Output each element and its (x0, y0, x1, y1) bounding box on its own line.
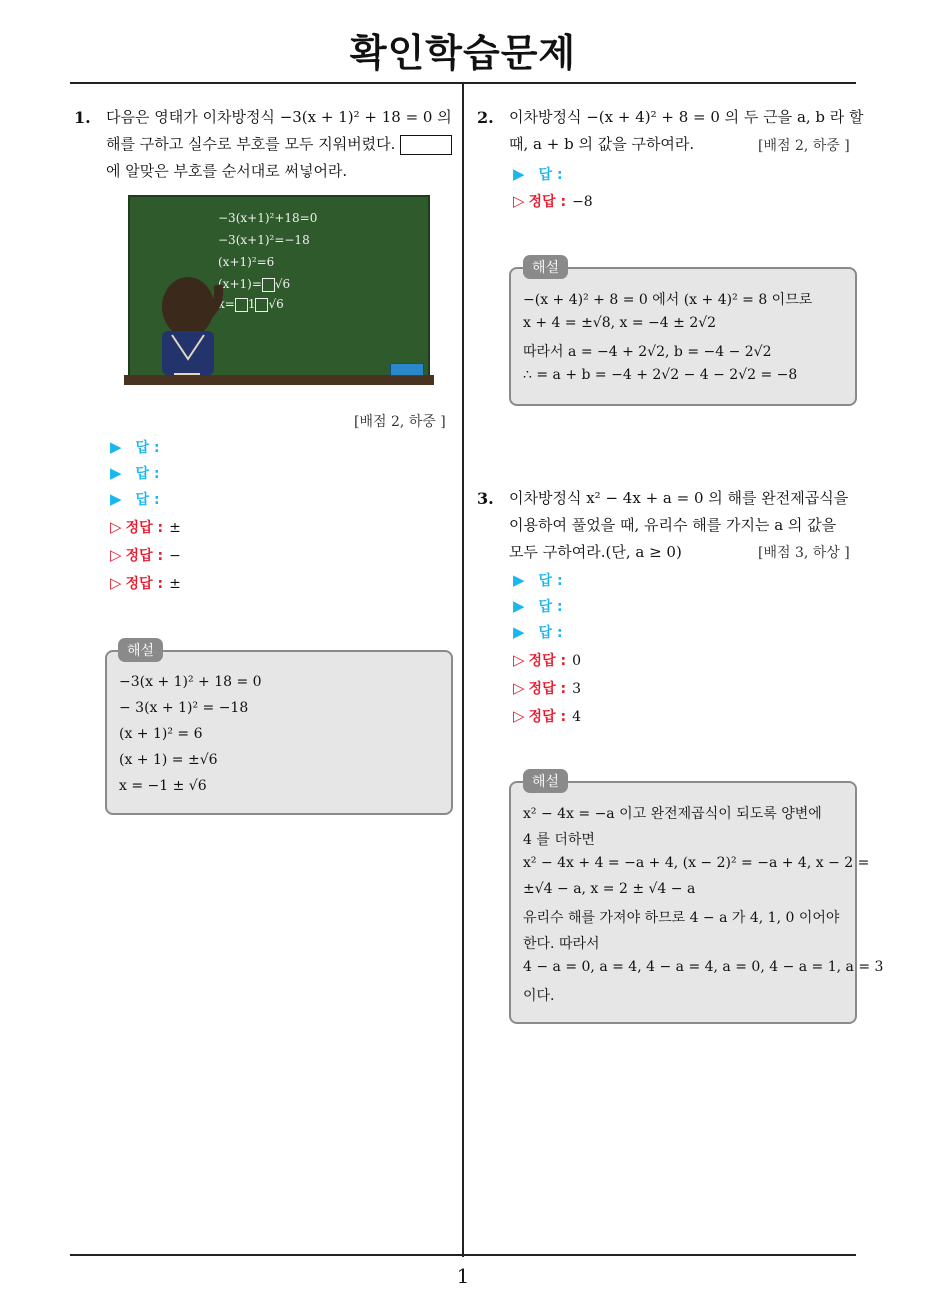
answer-field-3c[interactable]: ▶ 답 : (513, 623, 563, 641)
board-blank (235, 298, 248, 312)
board-line-5: x= 1 √6 (218, 297, 284, 311)
board-line-3: (x+1)²=6 (218, 255, 275, 269)
explain-1-line: − 3(x + 1)² = −18 (119, 700, 249, 716)
question-number-1: 1. (74, 108, 91, 127)
answer-field-3a[interactable]: ▶ 답 : (513, 571, 563, 589)
question-2-line-1: 이차방정식 −(x + 4)² + 8 = 0 의 두 근을 a, b 라 할 (509, 108, 864, 126)
explain-3-line: 이다. (523, 988, 555, 1004)
bottom-rule (70, 1254, 856, 1256)
question-1-line-2: 해를 구하고 실수로 부호를 모두 지워버렸다. (106, 131, 452, 158)
explanation-box-3 (509, 781, 884, 1024)
board-line-1: −3(x+1)²+18=0 (218, 211, 318, 225)
explain-1-line: (x + 1)² = 6 (119, 726, 203, 742)
explain-2-line: −(x + 4)² + 8 = 0 에서 (x + 4)² = 8 이므로 (523, 292, 813, 308)
correct-answer-1a: ▷ 정답 : ± (110, 518, 181, 536)
board-line-2: −3(x+1)²=−18 (218, 233, 310, 247)
correct-answer-3b: ▷ 정답 : 3 (513, 679, 581, 697)
answer-field-1b[interactable]: ▶ 답 : (110, 464, 160, 482)
question-number-2: 2. (477, 108, 494, 127)
correct-arrow-icon: ▷ (110, 518, 122, 536)
explain-2-line: 따라서 a = −4 + 2√2, b = −4 − 2√2 (523, 344, 772, 360)
column-divider (462, 83, 464, 1257)
correct-answer-1b: ▷ 정답 : − (110, 546, 181, 564)
question-3-line-3: 모두 구하여라.(단, a ≥ 0) (509, 543, 682, 561)
answer-arrow-icon: ▶ (513, 165, 525, 183)
eraser-icon (390, 363, 424, 376)
question-number-3: 3. (477, 489, 494, 508)
question-3-score: [배점 3, 하상 ] (758, 545, 850, 561)
board-blank (255, 298, 268, 312)
chalkboard-illustration (128, 195, 430, 381)
answer-arrow-icon: ▶ (513, 571, 525, 589)
explain-3-line: 유리수 해를 가져야 하므로 4 − a 가 4, 1, 0 이어야 (523, 910, 840, 926)
explanation-box-1 (105, 650, 453, 815)
explanation-tag-2: 해설 (523, 255, 568, 279)
correct-arrow-icon: ▷ (110, 546, 122, 564)
explain-2-line: x + 4 = ±√8, x = −4 ± 2√2 (523, 315, 717, 331)
answer-arrow-icon: ▶ (110, 438, 122, 456)
explanation-tag-3: 해설 (523, 769, 568, 793)
explain-3-line: x² − 4x = −a 이고 완전제곱식이 되도록 양변에 (523, 806, 822, 822)
explain-1-line: −3(x + 1)² + 18 = 0 (119, 674, 262, 690)
correct-arrow-icon: ▷ (110, 574, 122, 592)
correct-answer-3a: ▷ 정답 : 0 (513, 651, 581, 669)
explain-3-line: 한다. 따라서 (523, 936, 600, 952)
correct-arrow-icon: ▷ (513, 707, 525, 725)
explanation-tag-1: 해설 (118, 638, 163, 662)
question-3-line-2: 이용하여 풀었을 때, 유리수 해를 가지는 a 의 값을 (509, 516, 837, 534)
correct-arrow-icon: ▷ (513, 651, 525, 669)
answer-field-3b[interactable]: ▶ 답 : (513, 597, 563, 615)
answer-arrow-icon: ▶ (513, 597, 525, 615)
question-1-line-1: 다음은 영태가 이차방정식 −3(x + 1)² + 18 = 0 의 (106, 108, 452, 126)
explain-1-line: x = −1 ± √6 (119, 778, 207, 794)
page-title: 확인학습문제 (349, 31, 577, 75)
explain-2-line: ∴ = a + b = −4 + 2√2 − 4 − 2√2 = −8 (523, 367, 798, 383)
question-2-line-2: 때, a + b 의 값을 구하여라. (509, 135, 695, 153)
page-number: 1 (456, 1264, 470, 1288)
answer-field-1a[interactable]: ▶ 답 : (110, 438, 160, 456)
answer-field-2[interactable]: ▶ 답 : (513, 165, 563, 183)
answer-arrow-icon: ▶ (513, 623, 525, 641)
correct-answer-3c: ▷ 정답 : 4 (513, 707, 581, 725)
student-figure-icon (148, 269, 228, 381)
question-1-score: [배점 2, 하중 ] (354, 414, 446, 430)
board-blank (262, 278, 275, 292)
correct-answer-1c: ▷ 정답 : ± (110, 574, 181, 592)
answer-arrow-icon: ▶ (110, 464, 122, 482)
explain-3-line: ±√4 − a, x = 2 ± √4 − a (523, 881, 696, 897)
question-2-score: [배점 2, 하중 ] (758, 138, 850, 154)
answer-field-1c[interactable]: ▶ 답 : (110, 490, 160, 508)
board-line-4: (x+1)= √6 (218, 277, 291, 291)
question-3-line-1: 이차방정식 x² − 4x + a = 0 의 해를 완전제곱식을 (509, 489, 849, 507)
chalkboard-ledge (124, 375, 434, 385)
correct-arrow-icon: ▷ (513, 679, 525, 697)
explanation-box-2 (509, 267, 857, 406)
correct-arrow-icon: ▷ (513, 192, 525, 210)
explain-1-line: (x + 1) = ±√6 (119, 752, 218, 768)
explain-3-line: x² − 4x + 4 = −a + 4, (x − 2)² = −a + 4, x − 2 = (523, 855, 870, 871)
question-1-line-3: 에 알맞은 부호를 순서대로 써넣어라. (106, 162, 348, 180)
explain-3-line: 4 − a = 0, a = 4, 4 − a = 4, a = 0, 4 − a = 1, a = 3 (523, 959, 884, 975)
explain-3-line: 4 를 더하면 (523, 832, 595, 848)
answer-arrow-icon: ▶ (110, 490, 122, 508)
blank-box (400, 135, 452, 155)
correct-answer-2: ▷ 정답 : −8 (513, 192, 593, 210)
question-1-text (106, 104, 452, 185)
